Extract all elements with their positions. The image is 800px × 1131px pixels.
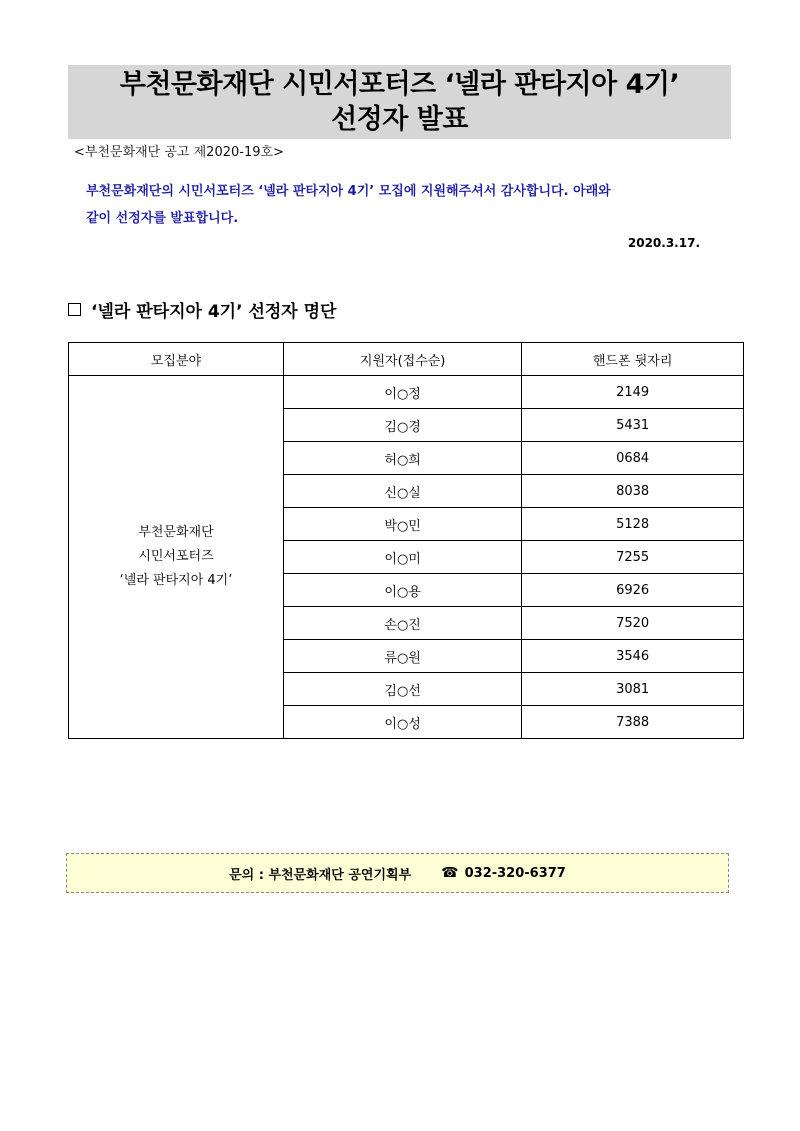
phone-digits: 7255 <box>522 541 744 574</box>
inquiry-label: 문의 : 부천문화재단 공연기획부 <box>229 867 412 883</box>
applicant-name: 이○용 <box>284 574 522 607</box>
applicant-name: 손○진 <box>284 607 522 640</box>
contact-phone: 032-320-6377 <box>464 865 566 881</box>
notice-number: <부천문화재단 공고 제2020-19호> <box>74 145 284 160</box>
header-field: 모집분야 <box>69 343 284 376</box>
page-title-line2: 선정자 발표 <box>331 104 468 135</box>
intro-text-line2: 같이 선정자를 발표합니다. <box>86 211 239 226</box>
recruit-field-cell <box>69 376 284 739</box>
applicant-name: 김○선 <box>284 673 522 706</box>
phone-digits: 5128 <box>522 508 744 541</box>
announcement-date: 2020.3.17. <box>627 236 700 250</box>
applicant-name: 류○원 <box>284 640 522 673</box>
phone-digits: 3546 <box>522 640 744 673</box>
phone-digits: 0684 <box>522 442 744 475</box>
applicant-name: 김○경 <box>284 409 522 442</box>
phone-digits: 8038 <box>522 475 744 508</box>
applicant-name: 허○희 <box>284 442 522 475</box>
header-phone: 핸드폰 뒷자리 <box>522 343 744 376</box>
phone-digits: 7388 <box>522 706 744 739</box>
phone-digits: 7520 <box>522 607 744 640</box>
square-bullet-icon <box>68 303 81 316</box>
field-line3: ‘넬라 판타지아 4기’ <box>119 573 233 588</box>
section-heading <box>68 297 336 322</box>
applicant-name: 박○민 <box>284 508 522 541</box>
intro-text <box>86 178 726 232</box>
applicant-name: 이○정 <box>284 376 522 409</box>
table-row <box>69 376 744 409</box>
field-line2: 시민서포터즈 <box>138 549 214 564</box>
title-banner <box>68 65 731 139</box>
applicant-name: 이○성 <box>284 706 522 739</box>
selection-table <box>68 342 744 739</box>
header-applicant: 지원자(접수순) <box>284 343 522 376</box>
applicant-name: 신○실 <box>284 475 522 508</box>
phone-icon: ☎ <box>441 865 459 881</box>
page-title-line1: 부천문화재단 시민서포터즈 ‘넬라 판타지아 4기’ <box>119 69 680 100</box>
field-line1: 부천문화재단 <box>138 525 214 540</box>
section-title: ‘넬라 판타지아 4기’ 선정자 명단 <box>91 302 337 322</box>
contact-box <box>66 853 729 893</box>
phone-digits: 3081 <box>522 673 744 706</box>
table-header-row <box>69 343 744 376</box>
phone-digits: 5431 <box>522 409 744 442</box>
intro-text-line1: 부천문화재단의 시민서포터즈 ‘넬라 판타지아 4기’ 모집에 지원해주셔서 감사합니다. 아래와 <box>86 184 611 199</box>
applicant-name: 이○미 <box>284 541 522 574</box>
phone-digits: 6926 <box>522 574 744 607</box>
phone-digits: 2149 <box>522 376 744 409</box>
